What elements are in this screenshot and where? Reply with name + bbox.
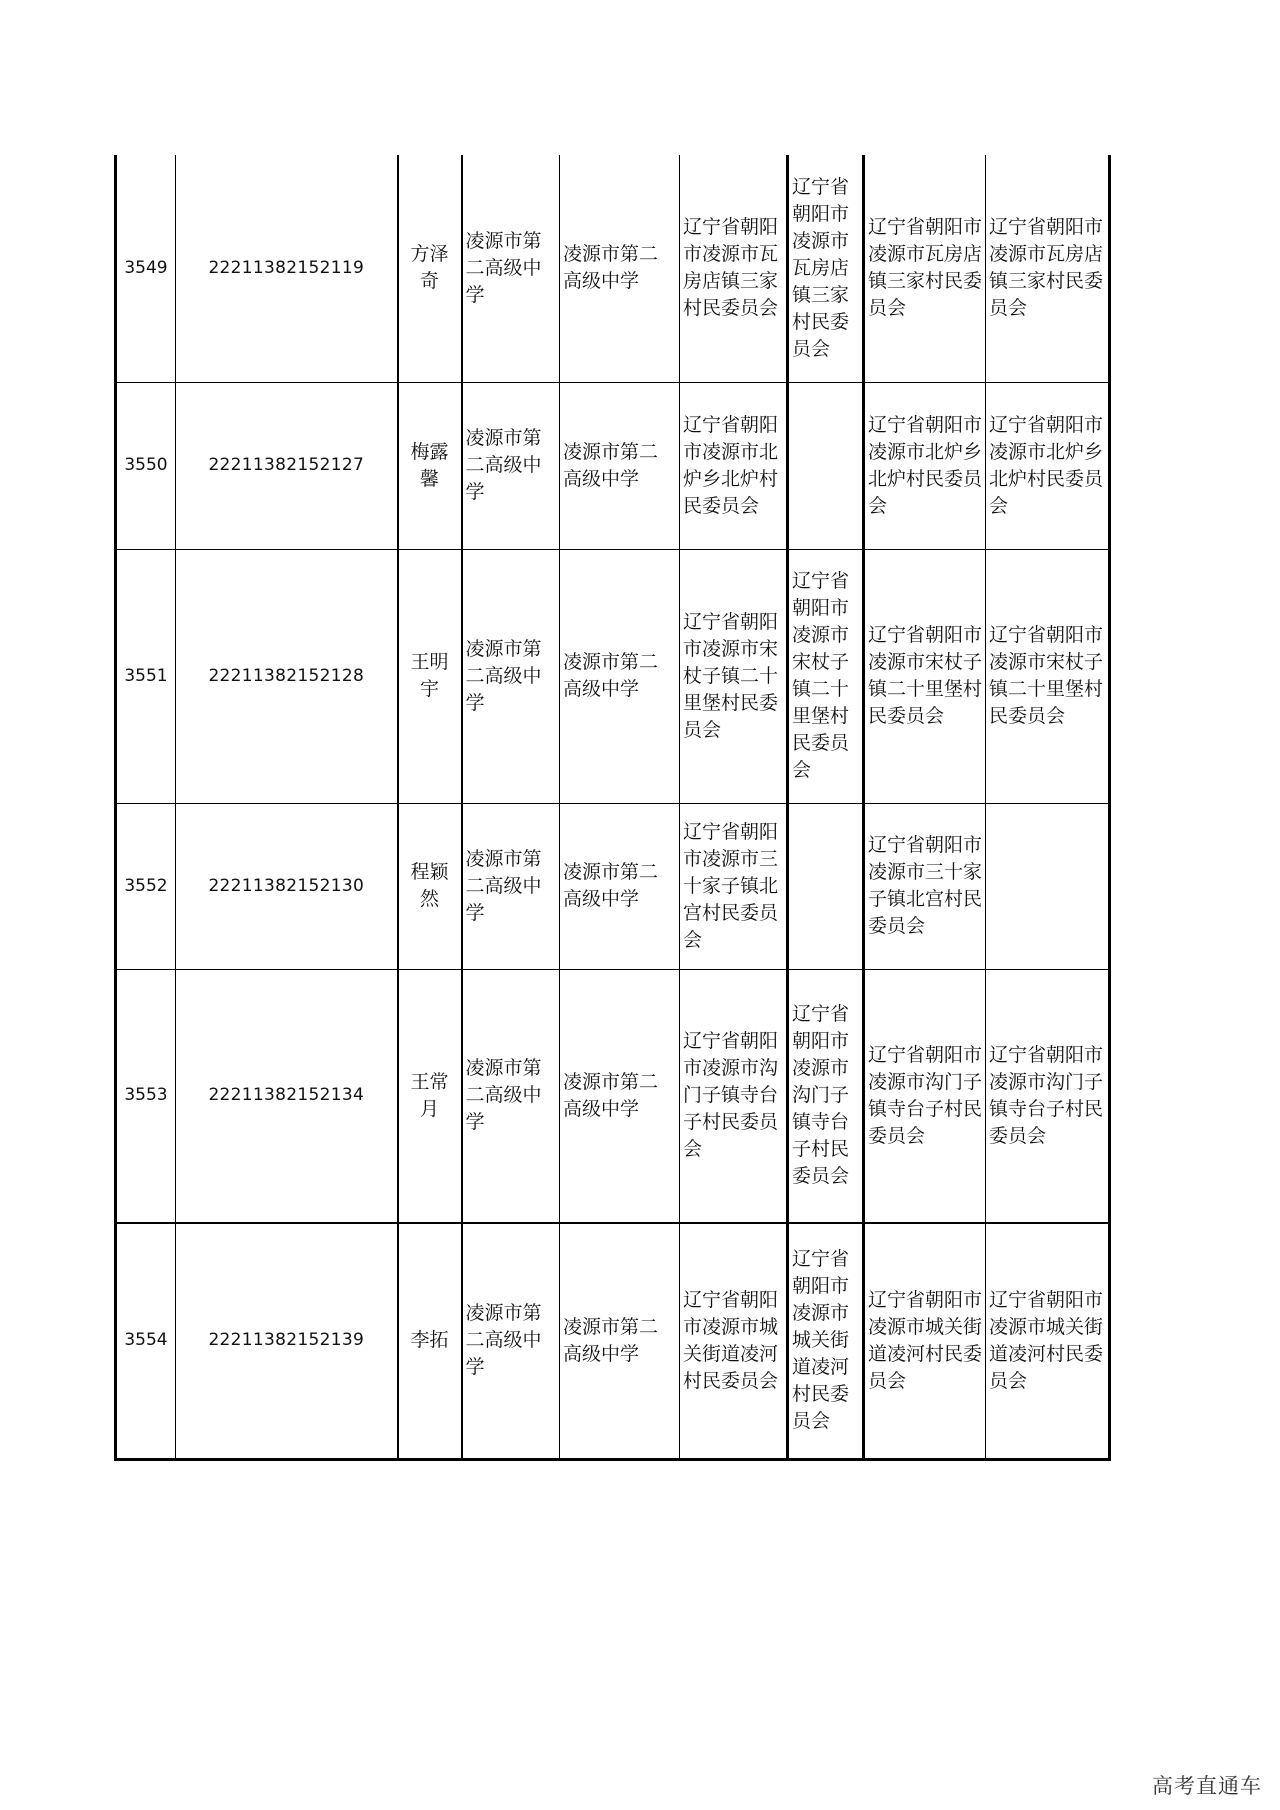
row-school-cell: 凌源市第二高级中学 [462, 969, 560, 1223]
table-row [116, 803, 1110, 969]
row-seq-cell: 3550 [116, 382, 176, 549]
row-school2-cell: 凌源市第二高级中学 [560, 803, 680, 969]
row-seq-cell: 3552 [116, 803, 176, 969]
row-addr1-cell: 辽宁省朝阳市凌源市瓦房店镇三家村民委员会 [680, 155, 788, 382]
row-addr3-cell: 辽宁省朝阳市凌源市三十家子镇北宫村民委员会 [864, 803, 986, 969]
row-addr4-cell: 辽宁省朝阳市凌源市瓦房店镇三家村民委员会 [986, 155, 1110, 382]
row-school-cell: 凌源市第二高级中学 [462, 803, 560, 969]
row-addr3-cell: 辽宁省朝阳市凌源市北炉乡北炉村民委员会 [864, 382, 986, 549]
row-addr1-cell: 辽宁省朝阳市凌源市宋杖子镇二十里堡村民委员会 [680, 549, 788, 803]
row-id-cell: 22211382152119 [176, 155, 398, 382]
table-row [116, 155, 1110, 382]
row-name-cell: 梅露馨 [398, 382, 462, 549]
student-roster-table [114, 155, 1111, 1461]
row-id-cell: 22211382152134 [176, 969, 398, 1223]
row-addr3-cell: 辽宁省朝阳市凌源市沟门子镇寺台子村民委员会 [864, 969, 986, 1223]
table-row [116, 1223, 1110, 1459]
table-row [116, 969, 1110, 1223]
row-seq-cell: 3554 [116, 1223, 176, 1459]
row-id-cell: 22211382152128 [176, 549, 398, 803]
row-school2-cell: 凌源市第二高级中学 [560, 549, 680, 803]
row-addr1-cell: 辽宁省朝阳市凌源市城关街道凌河村民委员会 [680, 1223, 788, 1459]
row-school2-cell: 凌源市第二高级中学 [560, 1223, 680, 1459]
row-addr2-cell [788, 803, 864, 969]
row-addr4-cell: 辽宁省朝阳市凌源市宋杖子镇二十里堡村民委员会 [986, 549, 1110, 803]
row-school-cell: 凌源市第二高级中学 [462, 155, 560, 382]
row-addr1-cell: 辽宁省朝阳市凌源市三十家子镇北宫村民委员会 [680, 803, 788, 969]
watermark-text: 高考直通车 [1152, 1774, 1262, 1798]
row-school2-cell: 凌源市第二高级中学 [560, 382, 680, 549]
row-addr2-cell: 辽宁省朝阳市凌源市沟门子镇寺台子村民委员会 [788, 969, 864, 1223]
row-addr4-cell: 辽宁省朝阳市凌源市沟门子镇寺台子村民委员会 [986, 969, 1110, 1223]
row-seq-cell: 3549 [116, 155, 176, 382]
row-name-cell: 李拓 [398, 1223, 462, 1459]
row-addr1-cell: 辽宁省朝阳市凌源市沟门子镇寺台子村民委员会 [680, 969, 788, 1223]
row-seq-cell: 3553 [116, 969, 176, 1223]
row-addr1-cell: 辽宁省朝阳市凌源市北炉乡北炉村民委员会 [680, 382, 788, 549]
row-school-cell: 凌源市第二高级中学 [462, 382, 560, 549]
row-addr4-cell [986, 803, 1110, 969]
row-school-cell: 凌源市第二高级中学 [462, 1223, 560, 1459]
row-id-cell: 22211382152139 [176, 1223, 398, 1459]
row-addr2-cell: 辽宁省朝阳市凌源市宋杖子镇二十里堡村民委员会 [788, 549, 864, 803]
row-name-cell: 程颖然 [398, 803, 462, 969]
row-addr2-cell: 辽宁省朝阳市凌源市城关街道凌河村民委员会 [788, 1223, 864, 1459]
row-name-cell: 王明宇 [398, 549, 462, 803]
row-addr2-cell [788, 382, 864, 549]
row-seq-cell: 3551 [116, 549, 176, 803]
row-id-cell: 22211382152127 [176, 382, 398, 549]
table-row [116, 382, 1110, 549]
row-school2-cell: 凌源市第二高级中学 [560, 969, 680, 1223]
row-addr3-cell: 辽宁省朝阳市凌源市城关街道凌河村民委员会 [864, 1223, 986, 1459]
row-addr4-cell: 辽宁省朝阳市凌源市城关街道凌河村民委员会 [986, 1223, 1110, 1459]
row-addr3-cell: 辽宁省朝阳市凌源市瓦房店镇三家村民委员会 [864, 155, 986, 382]
row-addr2-cell: 辽宁省朝阳市凌源市瓦房店镇三家村民委员会 [788, 155, 864, 382]
row-school2-cell: 凌源市第二高级中学 [560, 155, 680, 382]
row-name-cell: 王常月 [398, 969, 462, 1223]
row-school-cell: 凌源市第二高级中学 [462, 549, 560, 803]
table-row [116, 549, 1110, 803]
row-addr3-cell: 辽宁省朝阳市凌源市宋杖子镇二十里堡村民委员会 [864, 549, 986, 803]
row-addr4-cell: 辽宁省朝阳市凌源市北炉乡北炉村民委员会 [986, 382, 1110, 549]
row-name-cell: 方泽奇 [398, 155, 462, 382]
row-id-cell: 22211382152130 [176, 803, 398, 969]
